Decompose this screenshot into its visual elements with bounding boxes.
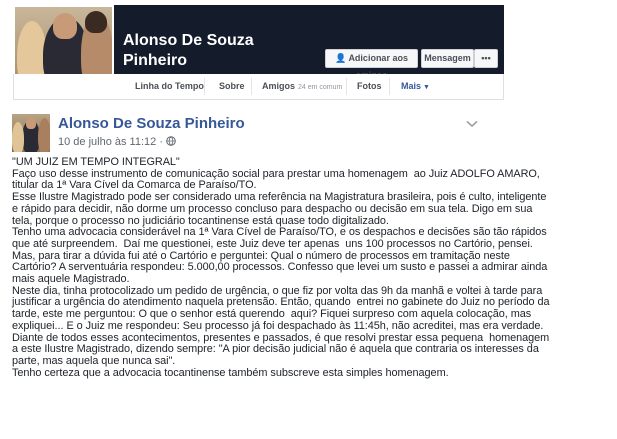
mutual-friends-count: 24 em comum <box>298 84 343 91</box>
profile-nav <box>13 74 504 100</box>
tab-timeline[interactable]: Linha do Tempo <box>135 81 204 91</box>
tab-friends-label: Amigos <box>262 81 296 91</box>
globe-icon <box>166 136 176 149</box>
tab-photos[interactable]: Fotos <box>357 81 382 91</box>
post-body-text: "UM JUIZ EM TEMPO INTEGRAL" Faço uso desse instrumento de comunicação social para prestar uma homenagem ao Juiz ADOLFO AMARO, titular da 1ª Vara Cível da Comarca de Paraíso/TO. Esse Ilustre Magistrado pode ser considerado uma referência na Magistratura brasileira, pois é culto, inteligente e rápido para decidir, não dorme um processo concluso para despacho ou decisão em sua tela. Digo em sua tela, porque o processo no judiciário tocantinense está quase todo digitalizado. Tenho uma advocacia considerável na 1ª Vara Cível de Paraíso/TO, e os despachos e decisões são tão rápidos que até surpreendem. Daí me questionei, este Juiz deve ter apenas uns 100 processos no Cartório, pensei. Mas, para tirar a dúvida fui até o Cartório e perguntei: Qual o número de processos em tramitação neste Cartório? A serventuária respondeu: 5.000,00 processos. Confesso que levei um susto e passei a admirar ainda mais aquele Magistrado. Neste dia, tinha protocolizado um pedido de urgência, o que fiz por volta das 9h da manhã e voltei à tarde para justificar a urgência do atendimento naquela pretensão. Então, quando entrei no gabinete do Juiz no período da tarde, este me perguntou: O que o senhor está querendo aqui? Fiquei surpreso com aquela colocação, mas expliquei... E o Juiz me respondeu: Seu processo já foi despachado às 11:45h, não acreditei, mas era verdade. Diante de todos esses acontecimentos, presentes e passados, é que resolvi prestar essa pequena homenagem a este Ilustre Magistrado, dizendo sempre: "A pior decisão judicial não é aquela que contraria os interesses da parte, mas aquela que nunca sai". Tenho certeza que a advocacia tocantinense também subscreve esta simples homenagem. <box>12 156 550 379</box>
post-author-avatar[interactable] <box>12 114 50 152</box>
more-options-button[interactable]: ••• <box>474 49 498 68</box>
tab-more-label: Mais <box>401 81 422 91</box>
add-friend-label: Adicionar aos <box>348 53 408 63</box>
post-options-chevron-icon[interactable] <box>466 115 478 133</box>
message-button[interactable]: Mensagem <box>421 49 474 68</box>
nav-divider <box>389 78 390 95</box>
profile-name-line1: Alonso De Souza <box>123 32 254 49</box>
profile-name-line2: Pinheiro <box>123 52 188 69</box>
post-meta <box>58 136 176 149</box>
post-author-name[interactable]: Alonso De Souza Pinheiro <box>58 115 245 132</box>
tab-about[interactable]: Sobre <box>219 81 245 91</box>
add-friend-button[interactable] <box>325 49 418 68</box>
nav-divider <box>251 78 252 95</box>
tab-more[interactable] <box>401 74 430 99</box>
meta-separator: · <box>159 136 163 148</box>
caret-down-icon: ▼ <box>423 84 430 91</box>
nav-divider <box>346 78 347 95</box>
profile-name[interactable] <box>123 31 254 71</box>
tab-friends[interactable] <box>262 74 342 99</box>
post-timestamp[interactable]: 10 de julho às 11:12 <box>58 136 157 148</box>
nav-divider <box>204 78 205 95</box>
add-friend-icon: 👤 <box>335 53 347 63</box>
